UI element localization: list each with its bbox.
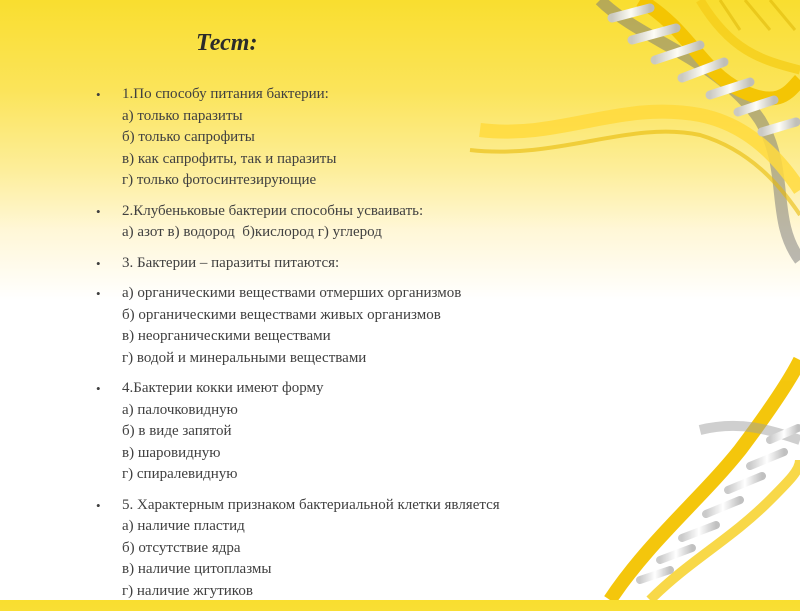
answer-option: а) азот в) водород б)кислород г) углерод <box>122 224 382 240</box>
bullet-icon: • <box>96 255 101 271</box>
answer-option: в) шаровидную <box>122 444 221 461</box>
bullet-icon: • <box>96 497 101 513</box>
bullet-icon: • <box>96 381 101 396</box>
bullet-icon: • <box>96 87 101 102</box>
question-text: 5. Характерным признаком бактериальной клетки является <box>122 496 500 513</box>
bullet-icon: • <box>96 203 101 219</box>
answer-option: б) в виде запятой <box>122 423 232 439</box>
answer-option: б) отсутствие ядра <box>122 539 241 556</box>
answer-option: в) наличие цитоплазмы <box>122 561 272 577</box>
question-text: 4.Бактерии кокки имеют форму <box>122 380 324 396</box>
question-text: 2.Клубеньковые бактерии способны усваивать: <box>122 202 424 219</box>
question-list <box>96 84 616 611</box>
answer-option: г) только фотосинтезирующие <box>122 172 317 188</box>
list-item <box>96 201 616 244</box>
answer-option: б) органическими веществами живых организмов <box>122 306 441 323</box>
dna-helix-bottom-right <box>610 360 800 600</box>
answer-option: г) наличие жгутиков <box>122 582 253 599</box>
answer-option: в) неорганическими веществами <box>122 328 331 344</box>
answer-option: г) водой и минеральными веществами <box>122 349 367 366</box>
list-item <box>96 283 616 369</box>
bullet-icon: • <box>96 286 101 301</box>
list-item <box>96 253 616 275</box>
answer-option: б) только сапрофиты <box>122 129 255 145</box>
question-text: а) органическими веществами отмерших организмов <box>122 285 462 301</box>
answer-option: в) как сапрофиты, так и паразиты <box>122 150 337 167</box>
slide-title: Тест: <box>196 30 258 56</box>
question-text: 3. Бактерии – паразиты питаются: <box>122 254 340 271</box>
list-item <box>96 84 616 192</box>
answer-option: г) спиралевидную <box>122 466 238 482</box>
question-text: 1.По способу питания бактерии: <box>122 86 329 102</box>
answer-option: а) наличие пластид <box>122 518 245 534</box>
answer-option: а) палочковидную <box>122 401 238 418</box>
list-item <box>96 378 616 486</box>
answer-option: а) только паразиты <box>122 107 243 124</box>
list-item <box>96 495 616 603</box>
